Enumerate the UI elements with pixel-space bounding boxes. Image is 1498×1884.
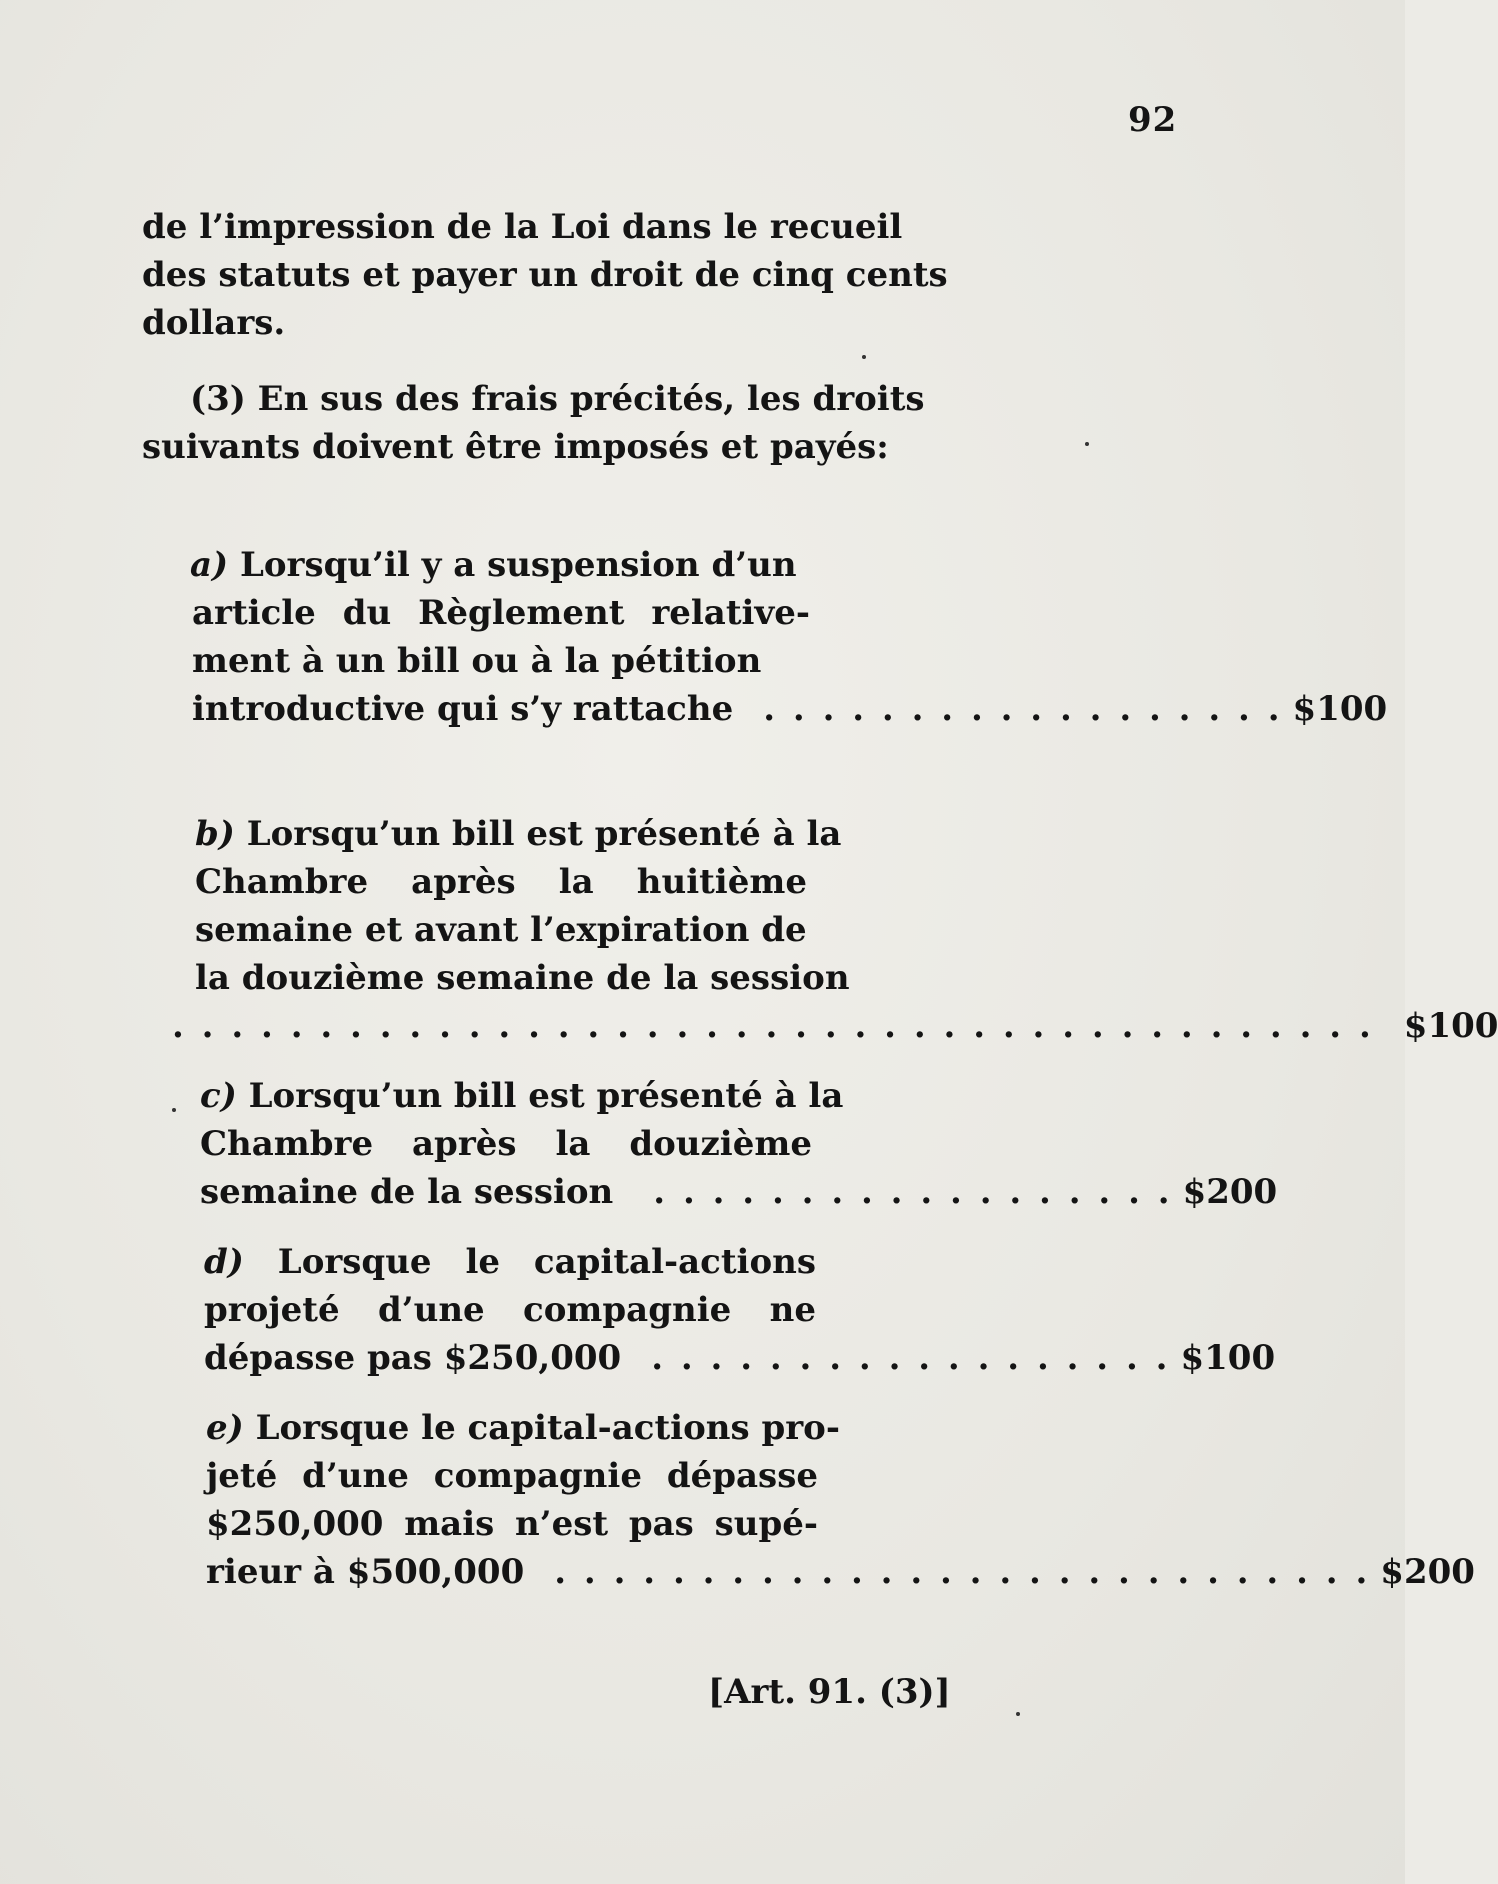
item-a-line-4: introductive qui s’y rattache . . . . . . . . . . . . . . . . . . $100 [192, 689, 1388, 729]
subsection-line-2: suivants doivent être imposés et payés: [142, 427, 889, 467]
item-e-line-2: jeté d’une compagnie dépasse [206, 1456, 818, 1496]
item-a-line-1 [190, 543, 797, 587]
item-d-text-3: dépasse pas $250,000 [204, 1338, 622, 1378]
item-a-w2: du [342, 593, 392, 633]
item-a-line-3: ment à un bill ou à la pétition [192, 641, 762, 681]
item-c-line-3: semaine de la session . . . . . . . . . . . . . . . . . . $200 [200, 1172, 1278, 1212]
item-b-amount: $100 [1403, 1006, 1498, 1046]
intro-line-3: dollars. [142, 303, 286, 343]
item-a-text-1: Lorsqu’il y a suspension d’un [239, 545, 797, 585]
paper-speck [172, 1108, 176, 1112]
item-c-amount: $200 [1182, 1172, 1278, 1212]
paper-speck [862, 355, 866, 359]
item-e-line-4: rieur à $500,000 . . . . . . . . . . . . . . . . . . . . . . . . . . . . $200 [206, 1552, 1475, 1592]
item-b-line-3: semaine et avant l’expiration de [195, 910, 807, 950]
intro-line-2: des statuts et payer un droit de cinq cents [142, 255, 948, 295]
item-a-w3: Règlement [418, 593, 625, 633]
item-d-letter: d) [204, 1242, 244, 1282]
item-d-line-1: d) Lorsque le capital-actions [204, 1242, 816, 1282]
item-c-line-1 [200, 1074, 843, 1118]
item-d-amount: $100 [1180, 1338, 1276, 1378]
item-c-line-2: Chambre après la douzième [200, 1124, 812, 1164]
item-b-line-2: Chambre après la huitième [195, 862, 807, 902]
item-a-line-2 [192, 591, 810, 635]
item-e-text-4: rieur à $500,000 [206, 1552, 525, 1592]
paper-speck [1016, 1712, 1020, 1716]
item-b-letter: b) [195, 814, 235, 854]
item-a-w1: article [192, 593, 316, 633]
article-citation: [Art. 91. (3)] [708, 1672, 951, 1712]
item-b-line-5: . . . . . . . . . . . . . . . . . . . . . . . . . . . . . . . . . . . . . . . . . $100 [172, 1006, 1498, 1046]
item-a-letter: a) [190, 545, 229, 585]
page-number: 92 [1128, 100, 1178, 140]
item-e-letter: e) [206, 1408, 244, 1448]
item-c-letter: c) [200, 1076, 237, 1116]
item-a-w4: relative- [651, 593, 810, 633]
item-b-text-1: Lorsqu’un bill est présenté à la [246, 814, 842, 854]
item-c-text-3: semaine de la session [200, 1172, 614, 1212]
item-a-amount: $100 [1292, 689, 1388, 729]
item-d-line-3: dépasse pas $250,000 . . . . . . . . . . . . . . . . . . $100 [204, 1338, 1276, 1378]
item-e-line-3: $250,000 mais n’est pas supé- [206, 1504, 818, 1544]
item-e-line-1 [206, 1406, 840, 1450]
item-e-amount: $200 [1380, 1552, 1475, 1592]
item-d-line-2: projeté d’une compagnie ne [204, 1290, 816, 1330]
subsection-line-1: (3) En sus des frais précités, les droits [190, 379, 925, 419]
item-c-text-1: Lorsqu’un bill est présenté à la [248, 1076, 844, 1116]
item-a-text-4: introductive qui s’y rattache [192, 689, 734, 729]
intro-line-1: de l’impression de la Loi dans le recueil [142, 207, 903, 247]
item-b-line-1 [195, 812, 841, 856]
paper-speck [1085, 442, 1089, 446]
item-e-text-1: Lorsque le capital-actions pro- [255, 1408, 840, 1448]
item-b-line-4: la douzième semaine de la session [195, 958, 850, 998]
